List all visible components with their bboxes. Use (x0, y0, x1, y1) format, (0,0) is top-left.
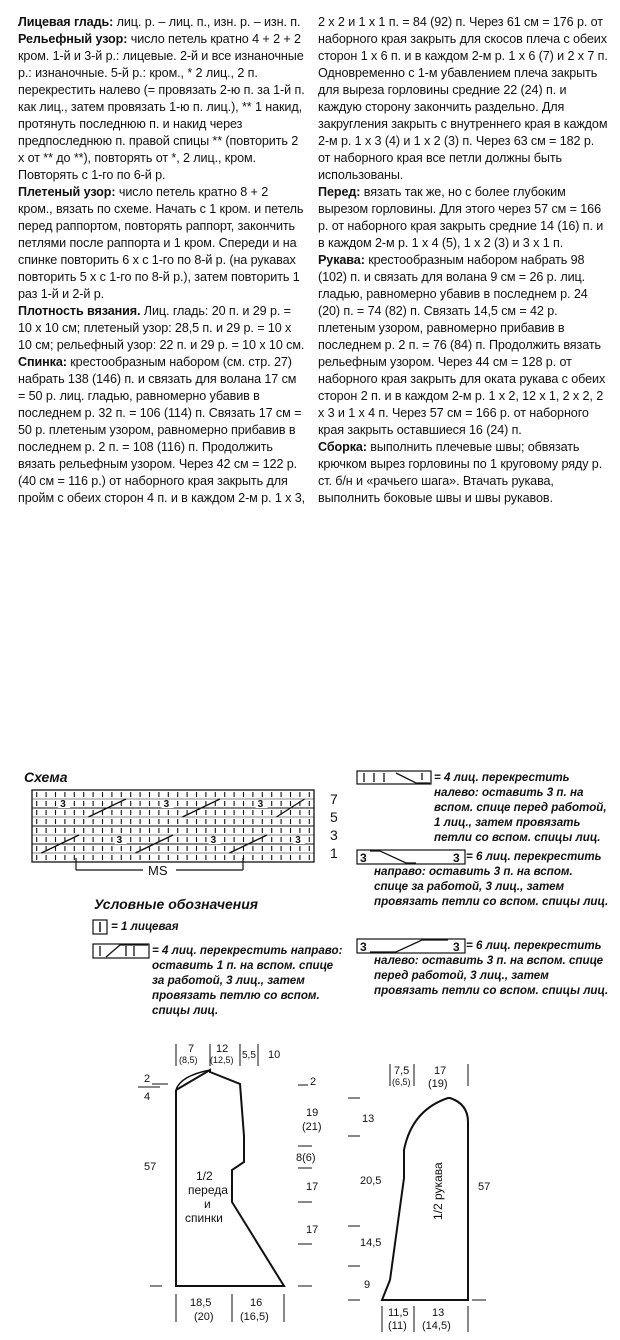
body-bottom-width-2-alt: (16,5) (240, 1311, 269, 1323)
section-title: Плетеный узор: (18, 185, 116, 199)
body-top-width-3: 5,5 (242, 1050, 256, 1061)
row-number-3: 3 (330, 827, 338, 843)
body-right-dim-3: 17 (306, 1181, 319, 1193)
sleeve-left-dim-4: 9 (364, 1279, 371, 1291)
body-right-dim-1-alt: (21) (302, 1121, 322, 1133)
body-top-width-1-alt: (8,5) (179, 1055, 198, 1065)
sleeve-pattern-diagram (346, 1060, 526, 1332)
repeat-label: MS (148, 863, 168, 878)
chart-cable-symbol: 3 (257, 799, 264, 810)
sleeve-bottom-width-1: 11,5 (388, 1307, 409, 1319)
section-body: крестообразным набором (см. стр. 27) набрать 138 (146) п. и связать для волана 17 см = 50 р. лиц. гладью, равномерно убавив в последнем р. 32 п. = 106 (114) п. Связать 17 см = 50 р. плетеным узором, равномерно прибавив в последнем р. 2 п. = 108 (116) п. Продолжить вязать рельефным узором. Через 42 см = 122 р. (40 см = 116 р.) от наборного края закрыть для пройм с обеих сторон 4 п. и в каждом 2-м р. 1 х 3, (18, 355, 306, 505)
left-paragraph (18, 14, 306, 31)
body-label-line-1: 1/2 (196, 1169, 213, 1183)
section-title: Плотность вязания. (18, 304, 141, 318)
sleeve-left-dim-1: 13 (362, 1113, 375, 1125)
section-title: Рукава: (318, 253, 365, 267)
legend-symbol-number: 3 (360, 940, 367, 954)
chart-cable-symbol: 3 (60, 799, 66, 810)
legend-symbol-knit (92, 919, 108, 935)
legend-item-knit: = 1 лицевая (111, 920, 179, 933)
sleeve-bottom-width-2-alt: (14,5) (422, 1320, 451, 1332)
chart-row-numbers (330, 791, 338, 861)
chart-title: Схема (24, 770, 68, 785)
chart-grid (32, 790, 314, 862)
legend-symbol-cross-left-4 (356, 770, 432, 786)
knitting-chart (18, 770, 348, 880)
instructions-right-column (318, 14, 608, 507)
body-right-top-mark: 2 (310, 1076, 317, 1088)
right-paragraph (318, 439, 608, 507)
chart-cable-symbol: 3 (295, 835, 301, 846)
right-paragraph (318, 184, 608, 252)
legend-item-cross-left-4: = 4 лиц. перекрестить налево: оставить 3 п. на вспом. спице перед работой, 1 лиц., затем провязать петли со вспом. спицы лиц. (434, 771, 607, 844)
sleeve-height: 57 (478, 1181, 491, 1193)
body-right-dim-2: 8(6) (296, 1152, 316, 1164)
chart-cable-symbol: 3 (116, 835, 123, 846)
section-title: Сборка: (318, 440, 367, 454)
body-pattern-diagram (130, 1030, 360, 1330)
section-body: Лиц. гладь: 20 п. и 29 р. = 10 х 10 см; плетеный узор: 28,5 п. и 29 р. = 10 х 10 см; рельефный узор: 22 п. и 29 р. = 10 х 10 см. (18, 304, 305, 352)
body-bottom-width-2: 16 (250, 1297, 263, 1309)
sleeve-top-width-2: 17 (434, 1065, 447, 1077)
chart-cable-symbol: 3 (210, 835, 217, 846)
section-body: выполнить плечевые швы; обвязать крючком вырез горловины по 1 круговому ряду р. ст. б/н и «рачьего шага». Втачать рукава, выполнить боковые швы и швы рукавов. (318, 440, 603, 505)
body-top-width-1: 7 (188, 1043, 195, 1055)
sleeve-left-dim-2: 20,5 (360, 1175, 382, 1187)
body-label-line-2: переда (188, 1183, 228, 1197)
body-left-mark-2: 2 (144, 1073, 151, 1085)
sleeve-label: 1/2 рукава (431, 1162, 445, 1220)
section-body: число петель кратно 8 + 2 кром., вязать по схеме. Начать с 1 кром. и петель перед раппортом, повторять раппорт, закончить петлями после раппорта и 1 кром. Спереди и на спинке повторить 6 х с 1-го по 8-й р. (на рукавах повторить 5 х с 1-го по 8-й р.), затем повторить 1 раз 1-й и 2-й р. (18, 185, 304, 301)
section-title: Рельефный узор: (18, 32, 128, 46)
legend-symbol-number: 3 (453, 940, 460, 954)
legend-item-cross-right-6: = 6 лиц. перекрестить направо: оставить 3 п. на вспом. спице за работой, 3 лиц., затем провязать петли со вспом. спицы лиц. (374, 850, 609, 908)
body-bottom-width-1-alt: (20) (194, 1311, 214, 1323)
row-number-1: 1 (330, 845, 338, 861)
section-body: лиц. р. – лиц. п., изн. р. – изн. п. (113, 15, 301, 29)
body-top-width-2: 12 (216, 1043, 229, 1055)
left-paragraph (18, 31, 306, 184)
body-right-dim-1: 19 (306, 1107, 319, 1119)
row-number-7: 7 (330, 791, 338, 807)
left-paragraph (18, 354, 306, 507)
right-paragraph (318, 252, 608, 439)
section-body: крестообразным набором набрать 98 (102) п. и связать для волана 9 см = 26 р. лиц. гладью, равномерно убавив в последнем р. 24 (20) п. = 74 (82) п. Связать 14,5 см = 42 р. плетеным узором, равномерно прибавив в последнем р. 2 п. = 76 (84) п. Продолжить вязать рельефным узором. Через 44 см = 128 р. от наборного края закрыть для оката рукава с обеих сторон 2 п. и в каждом 2-м р. 1 х 2, 12 х 1, 2 х 2, 2 х 3 и 1 х 4 п. Через 57 см = 166 р. от наборного края закрыть оставшиеся 16 (24) п. (318, 253, 606, 437)
legend-item-cross-right-4: = 4 лиц. перекрестить направо: оставить 1 п. на вспом. спице за работой, 3 лиц., затем провязать петлю со вспом. спицы лиц. (152, 944, 343, 1017)
left-paragraph (18, 184, 306, 303)
body-bottom-width-1: 18,5 (190, 1297, 212, 1309)
left-paragraph (18, 303, 306, 354)
section-title: Перед: (318, 185, 361, 199)
legend-symbol-number: 3 (360, 851, 367, 865)
legend-item-cross-left-6: = 6 лиц. перекрестить налево: оставить 3 п. на вспом. спице перед работой, 3 лиц., затем провязать петли со вспом. спицы лиц. (374, 939, 609, 997)
body-height: 57 (144, 1161, 157, 1173)
legend-heading: Условные обозначения (94, 896, 259, 912)
body-top-width-2-alt: (12,5) (210, 1055, 234, 1065)
section-body: 2 х 2 и 1 х 1 п. = 84 (92) п. Через 61 см = 176 р. от наборного края закрыть для скосов плеча с обеих сторон 1 х 6 п. и в каждом 2-м р. 1 х 6 (7) и 2 х 7 п. Одновременно с 1-м убавлением плеча закрыть для выреза горловины средние 22 (24) п. и каждую сторону закончить раздельно. Для закругления закрыть с внутреннего края в каждом 2-м р. 1 х 3 (4) и 1 х 2 (3) п. Через 63 см = 182 р. от наборного края все петли должны быть использованы. (318, 15, 608, 182)
body-right-dim-4: 17 (306, 1224, 319, 1236)
sleeve-bottom-width-1-alt: (11) (388, 1320, 407, 1332)
legend-symbol-number: 3 (453, 851, 460, 865)
section-title: Лицевая гладь: (18, 15, 114, 29)
section-body: вязать так же, но с более глубоким вырезом горловины. Для этого через 57 см = 166 р. от наборного края закрыть средние 14 (16) п. и в каждом 2-м р. 1 х 4 (5), 1 х 2 (3) и 3 х 1 п. (318, 185, 604, 250)
body-left-mark-4: 4 (144, 1091, 151, 1103)
sleeve-top-width-1-alt: (6,5) (392, 1077, 411, 1087)
sleeve-left-dim-3: 14,5 (360, 1237, 382, 1249)
sleeve-top-width-2-alt: (19) (428, 1078, 448, 1090)
section-title: Спинка: (18, 355, 67, 369)
body-label-line-4: спинки (185, 1211, 223, 1225)
sleeve-top-width-1: 7,5 (394, 1065, 410, 1077)
section-body: число петель кратно 4 + 2 + 2 кром. 1-й и 3-й р.: лицевые. 2-й и все изнаночные р.: изнаночные. 5-й р.: кром., * 2 лиц., 2 п. перекрестить налево (= провязать 2-ю п. за 1-й п. как лиц., затем провязать 1-ю п. лиц.), ** 1 накид, протянуть последнюю п. и накид через предпоследнюю п. правой спицы ** (повторить 2 х от ** до **), повторять от *, 2 лиц., кром. Повторять с 1-го по 6-й р. (18, 32, 305, 182)
sleeve-bottom-width-2: 13 (432, 1307, 445, 1319)
body-top-width-4: 10 (268, 1049, 281, 1061)
legend-symbol-cross-right-4 (92, 942, 150, 960)
chart-cable-symbol: 3 (163, 799, 170, 810)
instructions-left-column (18, 14, 306, 507)
row-number-5: 5 (330, 809, 338, 825)
right-paragraph (318, 14, 608, 184)
body-label-line-3: и (204, 1197, 211, 1211)
